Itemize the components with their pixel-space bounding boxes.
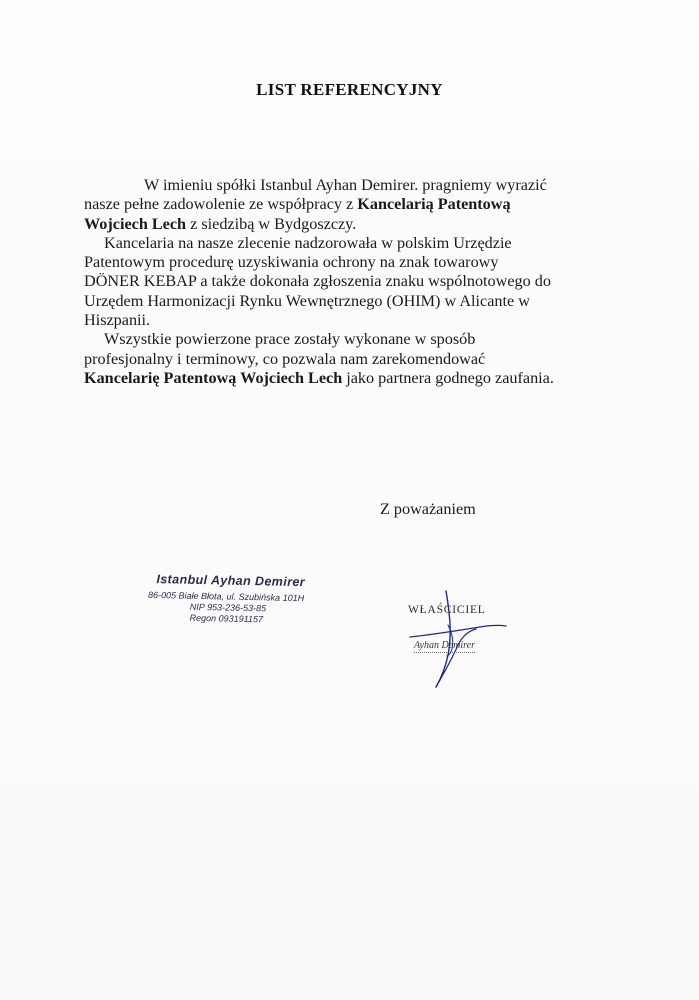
- paragraph-1-line-2: [84, 195, 644, 214]
- stamp-address: 86-005 Białe Błota, ul. Szubińska 101H: [147, 589, 305, 604]
- firm-name-bold: Kancelarię Patentową Wojciech Lech: [84, 368, 343, 387]
- paragraph-2-line-2: Patentowym procedurę uzyskiwania ochrony na znak towarowy: [84, 253, 499, 272]
- stamp-company-name: Istanbul Ayhan Demirer: [156, 572, 306, 590]
- firm-name-bold: Kancelarią Patentową: [357, 195, 511, 214]
- paragraph-2-line-3: DÖNER KEBAP a także dokonała zgłoszenia znaku wspólnotowego do: [84, 272, 551, 291]
- company-stamp: [147, 572, 348, 627]
- paragraph-3-line-1: Wszystkie powierzone prace zostały wykonane w sposób: [104, 330, 476, 349]
- signature-stroke: [436, 629, 476, 687]
- paragraph-1-line-1: W imieniu spółki Istanbul Ayhan Demirer. pragniemy wyrazić: [144, 176, 547, 194]
- signature-stroke: [410, 625, 506, 637]
- owner-title: WŁAŚCICIEL: [408, 604, 486, 616]
- paragraph-3-text: jako partnera godnego zaufania.: [342, 368, 554, 387]
- page-title: LIST REFERENCYJNY: [256, 80, 443, 99]
- owner-name: Ayhan Demirer: [414, 640, 476, 651]
- stamp-regon: Regon 093191157: [189, 612, 264, 625]
- letter-body: [84, 176, 644, 388]
- paragraph-1-text: z siedzibą w Bydgoszczy.: [186, 214, 357, 233]
- paragraph-3-line-2: profesjonalny i terminowy, co pozwala nam zarekomendować: [84, 349, 486, 368]
- paragraph-3-line-3: [84, 369, 644, 388]
- paragraph-1-text: nasze pełne zadowolenie ze współpracy z: [84, 195, 358, 214]
- paragraph-2-line-4: Urzędem Harmonizacji Rynku Wewnętrznego (OHIM) w Alicante w: [84, 291, 530, 310]
- stamp-nip: NIP 953-236-53-85: [189, 601, 267, 614]
- signature-stroke: [436, 591, 450, 687]
- paragraph-1-line-3: [84, 215, 644, 234]
- paragraph-2-line-1: Kancelaria na nasze zlecenie nadzorowała w polskim Urzędzie: [104, 233, 512, 252]
- firm-name-bold: Wojciech Lech: [84, 214, 187, 233]
- handwritten-signature: [400, 585, 520, 695]
- closing-salutation: Z poważaniem: [380, 500, 476, 518]
- paragraph-2-line-5: Hiszpanii.: [84, 311, 151, 330]
